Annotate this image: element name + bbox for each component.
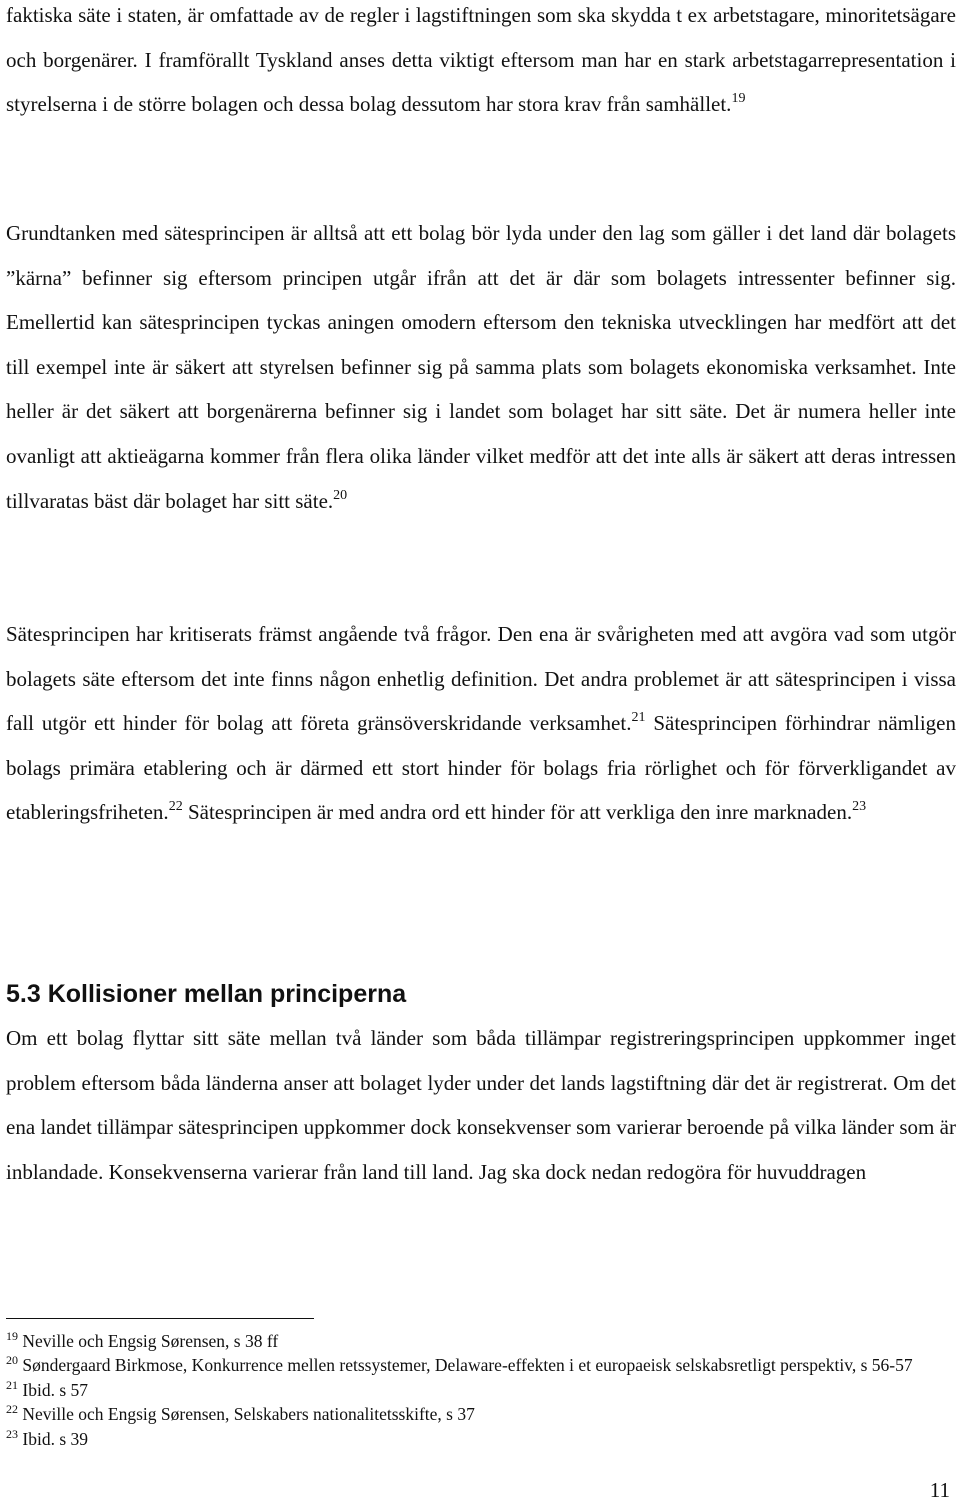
footnote-number: 22 — [6, 1402, 18, 1417]
footnote-ref-23[interactable]: 23 — [852, 799, 867, 815]
paragraph-3-text-2: Sätesprincipen förhindrar nämligen bolags primära etablering och är därmed ett stort hinder för bolags fria rörlighet och för förverkligandet av etableringsfriheten. — [6, 711, 956, 825]
footnote-23 — [6, 1427, 956, 1451]
footnote-text: Søndergaard Birkmose, Konkurrence mellen retssystemer, Delaware-effekten i et europaeisk selskabsretligt perspektiv, s 56-57 — [18, 1355, 913, 1376]
paragraph-2 — [6, 211, 956, 523]
footnote-21 — [6, 1378, 956, 1402]
footnotes — [6, 1329, 956, 1451]
footnote-number: 20 — [6, 1353, 18, 1368]
paragraph-4 — [6, 1016, 956, 1194]
footnote-ref-21[interactable]: 21 — [631, 710, 646, 726]
footnote-19 — [6, 1329, 956, 1353]
footnote-ref-22[interactable]: 22 — [168, 799, 183, 815]
footnote-20 — [6, 1353, 956, 1377]
paragraph-3-text-3: Sätesprincipen är med andra ord ett hinder för att verkliga den inre marknaden. — [182, 800, 853, 825]
footnote-number: 21 — [6, 1377, 18, 1392]
footnote-text: Neville och Engsig Sørensen, s 38 ff — [18, 1331, 279, 1351]
footnote-22 — [6, 1402, 956, 1426]
page-number: 11 — [929, 1478, 950, 1502]
footnote-text: Neville och Engsig Sørensen, Selskabers nationalitetsskifte, s 37 — [18, 1404, 475, 1425]
footnote-separator — [6, 1318, 314, 1319]
paragraph-1 — [6, 0, 956, 127]
footnote-ref-19[interactable]: 19 — [731, 91, 746, 107]
footnote-number: 19 — [6, 1329, 18, 1343]
paragraph-4-text-1: Om ett bolag flyttar sitt säte mellan två länder som båda tillämpar registreringsprincipen uppkommer inget problem eftersom båda länderna anser att bolaget lyder under det lands lagstiftning där det är registrerat. Om det ena landet tillämpar sätesprincipen uppkommer dock konsekvenser som varierar beroende på vilka länder som är inblandade. Konsekvenserna varierar från land till land. Jag ska dock nedan redogöra för huvuddragen — [6, 1026, 956, 1184]
paragraph-1-text-1: faktiska säte i staten, är omfattade av de regler i lagstiftningen som ska skydda t ex arbetstagare, minoritetsägare och borgenärer. I framförallt Tyskland anses detta viktigt eftersom man har en stark arbetstagarrepresentation i styrelserna i de större bolagen och dessa bolag dessutom har stora krav från samhället. — [6, 3, 956, 117]
paragraph-3 — [6, 612, 956, 835]
footnote-number: 23 — [6, 1426, 18, 1441]
paragraph-2-text-1: Grundtanken med sätesprincipen är alltså att ett bolag bör lyda under den lag som gäller i det land där bolagets ”kärna” befinner sig eftersom principen utgår ifrån att det är där som bolagets intressenter befinner sig. Emellertid kan sätesprincipen tyckas aningen omodern eftersom den tekniska utvecklingen har medfört att det till exempel inte är säkert att styrelsen befinner sig på samma plats som bolagets ekonomiska verksamhet. Inte heller är det säkert att borgenärerna befinner sig i landet som bolaget har sitt säte. Det är numera heller inte ovanligt att aktieägarna kommer från flera olika länder vilket medför att det inte alls är säkert att deras intressen tillvaratas bäst där bolaget har sitt säte. — [6, 221, 956, 513]
footnote-ref-20[interactable]: 20 — [333, 487, 348, 503]
footnote-text: Ibid. s 57 — [18, 1379, 88, 1400]
paragraph-3-text-1: Sätesprincipen har kritiserats främst angående två frågor. Den ena är svårigheten med att avgöra vad som utgör bolagets säte eftersom det inte finns någon enhetlig definition. Det andra problemet är att sätesprincipen i vissa fall utgör ett hinder för bolag att företa gränsöverskridande verksamhet. — [6, 622, 956, 736]
section-heading: 5.3 Kollisioner mellan principerna — [6, 980, 407, 1008]
footnote-text: Ibid. s 39 — [18, 1428, 88, 1449]
